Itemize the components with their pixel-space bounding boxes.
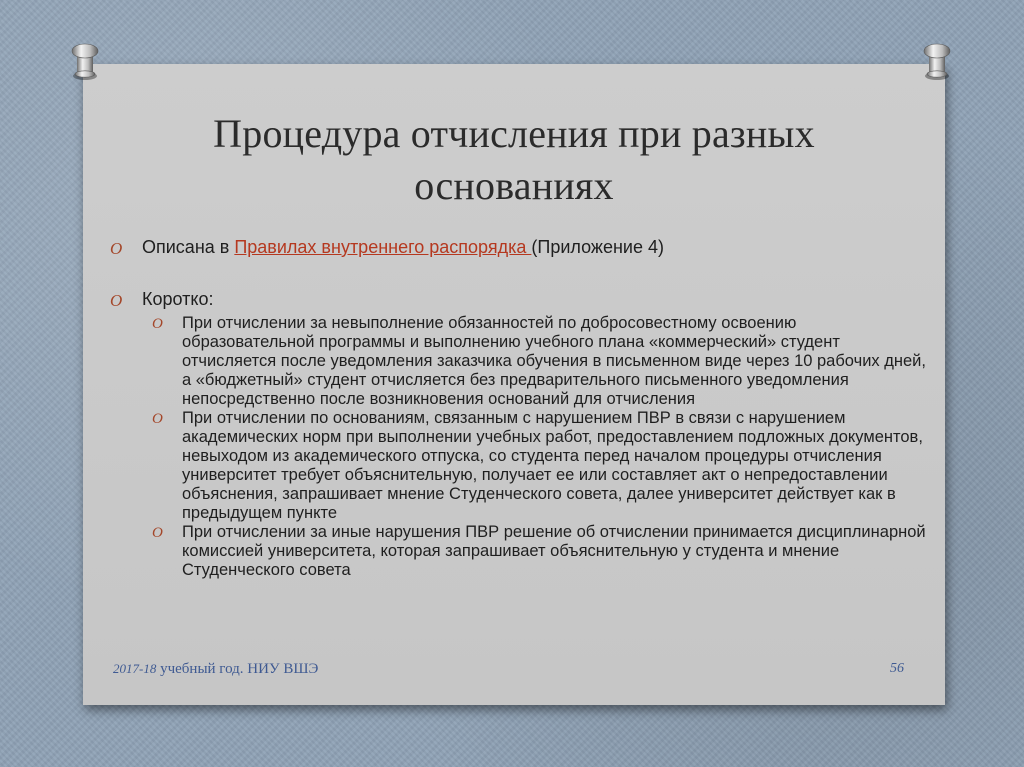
sub-bullet-item xyxy=(108,523,928,580)
page-number: 56 xyxy=(890,661,904,676)
bullet-item xyxy=(108,288,928,310)
footer-caption: учебный год. НИУ ВШЭ xyxy=(156,661,319,677)
rules-link[interactable]: Правилах внутреннего распорядка xyxy=(234,237,532,257)
footer-year: 2017-18 xyxy=(113,661,157,676)
bullet-marker-icon: O xyxy=(152,316,163,332)
slide-title-line-1: Процедура отчисления при разных xyxy=(213,111,815,156)
push-pin-icon xyxy=(918,38,956,82)
sub-bullet-text: При отчислении по основаниям, связанным с нарушением ПВР в связи с нарушением академических норм при выполнении учебных работ, предоставлением подложных документов, невыходом из академического отпуска, со студента перед началом процедуры отчисления университет требует объяснительную, получает ее или составляет акт о непредоставлении объяснения, запрашивает мнение Студенческого совета, далее университет действует как в предыдущем пункте xyxy=(182,409,923,522)
sub-bullet-text: При отчислении за невыполнение обязанностей по добросовестному освоению образовательной программы и выполнению учебного плана «коммерческий» студент отчисляется после уведомления заказчика обучения в письменном виде через 10 рабочих дней, а «бюджетный» студент отчисляется без предварительного письменного уведомления непосредственно после возникновения оснований для отчисления xyxy=(182,314,926,408)
bullet-suffix-text: (Приложение 4) xyxy=(531,237,664,257)
slide-title xyxy=(83,108,945,212)
sub-bullet-item xyxy=(108,314,928,409)
bullet-text: Коротко: xyxy=(142,289,214,309)
sub-bullet-text: При отчислении за иные нарушения ПВР решение об отчислении принимается дисциплинарной комиссией университета, которая запрашивает объяснительную у студента и мнение Студенческого совета xyxy=(182,523,926,579)
bullet-prefix-text: Описана в xyxy=(142,237,235,257)
bullet-item xyxy=(108,236,928,258)
sub-bullet-list xyxy=(108,314,928,580)
slide-content xyxy=(108,236,928,580)
push-pin-icon xyxy=(66,38,104,82)
bullet-marker-icon: O xyxy=(110,291,123,310)
bullet-marker-icon: O xyxy=(152,411,163,427)
bullet-marker-icon: O xyxy=(152,525,163,541)
footer-text xyxy=(113,661,318,678)
bullet-marker-icon: O xyxy=(110,239,123,258)
slide-title-line-2: основаниях xyxy=(414,163,614,208)
sub-bullet-item xyxy=(108,409,928,523)
